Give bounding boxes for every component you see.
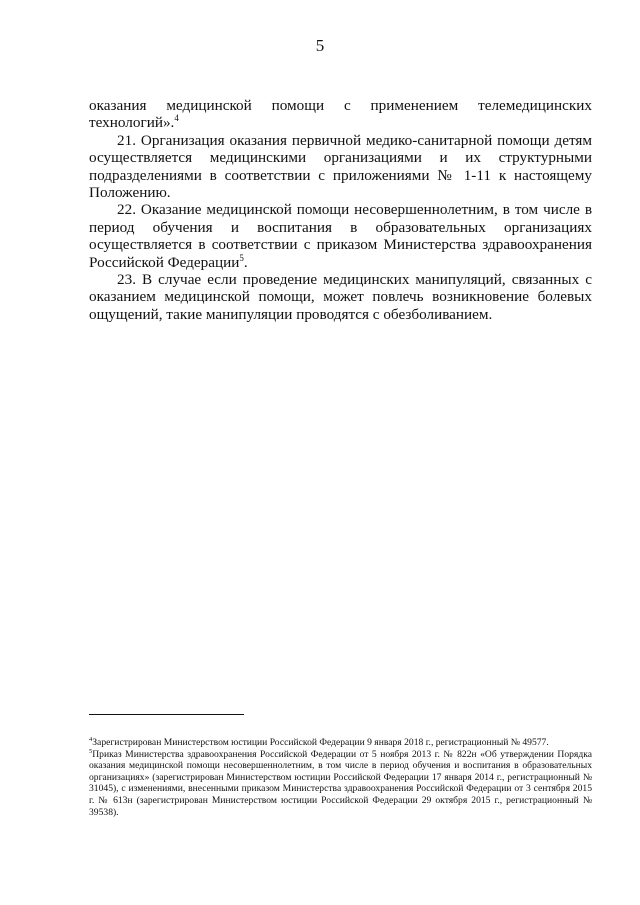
paragraph-text: 21. Организация оказания первичной медико-санитарной помощи детям осуществляется медицинскими организациями и их структурными подразделениями в соответствии с приложениями № 1-11 к настоящему Положению. (89, 131, 592, 202)
footnote-marker: 4 (89, 735, 93, 743)
footnote-ref: 5 (239, 252, 244, 263)
footnote-text: Зарегистрирован Министерством юстиции Российской Федерации 9 января 2018 г., регистрационный № 49577. (92, 737, 549, 748)
paragraph-tail: . (243, 253, 248, 271)
main-text (89, 97, 592, 323)
footnote-separator (89, 714, 244, 715)
footnote-ref: 4 (174, 113, 179, 124)
paragraph-text: 22. Оказание медицинской помощи несовершеннолетним, в том числе в период обучения и воспитания в образовательных организациях осуществляется в соответствии с приказом Министерства здравоохранения Российской Федерации (89, 201, 592, 271)
footnotes (89, 737, 592, 818)
paragraph-21 (89, 132, 592, 202)
footnote-5 (89, 749, 592, 819)
page-number: 5 (315, 36, 325, 55)
paragraph-22 (89, 201, 592, 271)
paragraph-text: 23. В случае если проведение медицинских манипуляций, связанных с оказанием медицинской помощи, может повлечь возникновение болевых ощущений, такие манипуляции проводятся с обезболиванием. (89, 271, 592, 323)
paragraph-23 (89, 271, 592, 323)
footnote-marker: 5 (89, 747, 93, 755)
paragraph-continuation (89, 97, 592, 132)
footnote-4 (89, 737, 592, 749)
footnote-text: Приказ Министерства здравоохранения Российской Федерации от 5 ноября 2013 г. № 822н «Об утверждении Порядка оказания медицинской помощи несовершеннолетним, в том числе в период обучения и воспитания в образовательных организациях» (зарегистрирован Министерством юстиции Российской Федерации 17 января 2014 г., регистрационный № 31045), с изменениями, внесенными приказом Министерства здравоохранения Российской Федерации от 3 сентября 2015 г. № 613н (зарегистрирован Министерством юстиции Российской Федерации 29 октября 2015 г., регистрационный № 39538). (89, 748, 592, 818)
paragraph-text: оказания медицинской помощи с применением телемедицинских технологий». (89, 97, 592, 132)
